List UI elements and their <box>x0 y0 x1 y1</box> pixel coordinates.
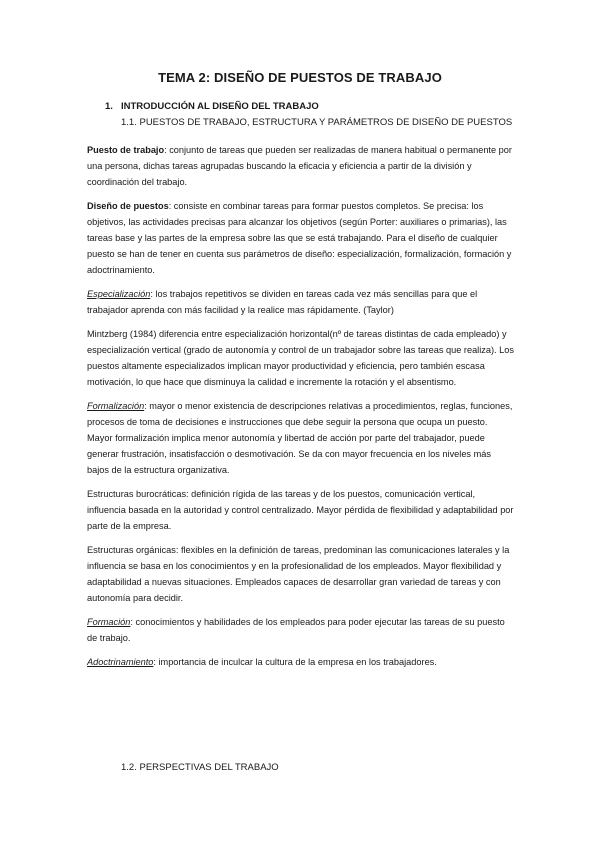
paragraph-diseno: Diseño de puestos: consiste en combinar tareas para formar puestos completos. Se precisa: los objetivos, las actividades precisas para alcanzar los objetivos (según Porter: auxiliares o primarias), las tareas base y las partes de la empresa sobre las que se está trabajando. Para el diseño de cualquier puesto se han de tener en cuenta sus parámetros de diseño: especialización, formalización, formación y adoctrinamiento. <box>87 201 512 275</box>
paragraph-formalizacion: Formalización: mayor o menor existencia de descripciones relativas a procedimientos, reglas, funciones, procesos de toma de decisiones e instrucciones que debe seguir la persona que ocupa un puesto. Mayor formalización implica menor autonomía y libertad de acción por parte del trabajador, puede generar frustración, insatisfacción o desmotivación. Se da con mayor frecuencia en los niveles más bajos de la estructura organizativa. <box>87 401 513 475</box>
paragraph-adoctrinamiento: Adoctrinamiento: importancia de inculcar la cultura de la empresa en los trabajadores. <box>87 657 437 667</box>
term-adoctrinamiento: Adoctrinamiento <box>87 657 154 667</box>
subsection-heading-1-1: 1.1. PUESTOS DE TRABAJO, ESTRUCTURA Y PARÁMETROS DE DISEÑO DE PUESTOS <box>121 117 513 128</box>
paragraph-burocraticas: Estructuras burocráticas: definición rígida de las tareas y de los puestos, comunicación vertical, influencia basada en la autoridad y control centralizado. Mayor pérdida de flexibilidad y adaptabilidad por parte de la empresa. <box>87 489 514 531</box>
section-number: 1. <box>105 101 113 112</box>
term-diseno: Diseño de puestos <box>87 201 169 211</box>
term-formalizacion: Formalización <box>87 401 145 411</box>
paragraph-especializacion: Especialización: los trabajos repetitivos se dividen en tareas cada vez más sencillas para que el trabajador aprenda con más facilidad y la realice mas rápidamente. (Taylor) <box>87 289 478 315</box>
term-puesto: Puesto de trabajo <box>87 145 165 155</box>
body-text <box>87 142 515 678</box>
paragraph-mintzberg: Mintzberg (1984) diferencia entre especialización horizontal(nº de tareas distintas de cada empleado) y especialización vertical (grado de autonomía y control de un trabajador sobre las tareas que realiza). Los puestos altamente especializados implican mayor productividad y eficiencia, pero también escasa motivación, lo que hace que disminuya la calidad e incremente la rotación y el absentismo. <box>87 329 514 387</box>
term-especializacion: Especialización <box>87 289 151 299</box>
term-formacion: Formación <box>87 617 131 627</box>
section-title: INTRODUCCIÓN AL DISEÑO DEL TRABAJO <box>121 101 319 112</box>
paragraph-puesto: Puesto de trabajo: conjunto de tareas que pueden ser realizadas de manera habitual o permanente por una persona, dichas tareas agrupadas buscando la eficacia y eficiencia a partir de la división y coordinación del trabajo. <box>87 145 512 187</box>
document-title: TEMA 2: DISEÑO DE PUESTOS DE TRABAJO <box>158 70 442 85</box>
subsection-heading-1-2: 1.2. PERSPECTIVAS DEL TRABAJO <box>121 762 279 773</box>
section-heading <box>105 101 319 112</box>
paragraph-organicas: Estructuras orgánicas: flexibles en la definición de tareas, predominan las comunicaciones laterales y la influencia se basa en los conocimientos y en la profesionalidad de los empleados. Mayor flexibilidad y adaptabilidad a nuevas situaciones. Empleados capaces de desarrollar gran variedad de tareas y con autonomía para decidir. <box>87 545 510 603</box>
paragraph-formacion: Formación: conocimientos y habilidades de los empleados para poder ejecutar las tareas de su puesto de trabajo. <box>87 617 505 643</box>
